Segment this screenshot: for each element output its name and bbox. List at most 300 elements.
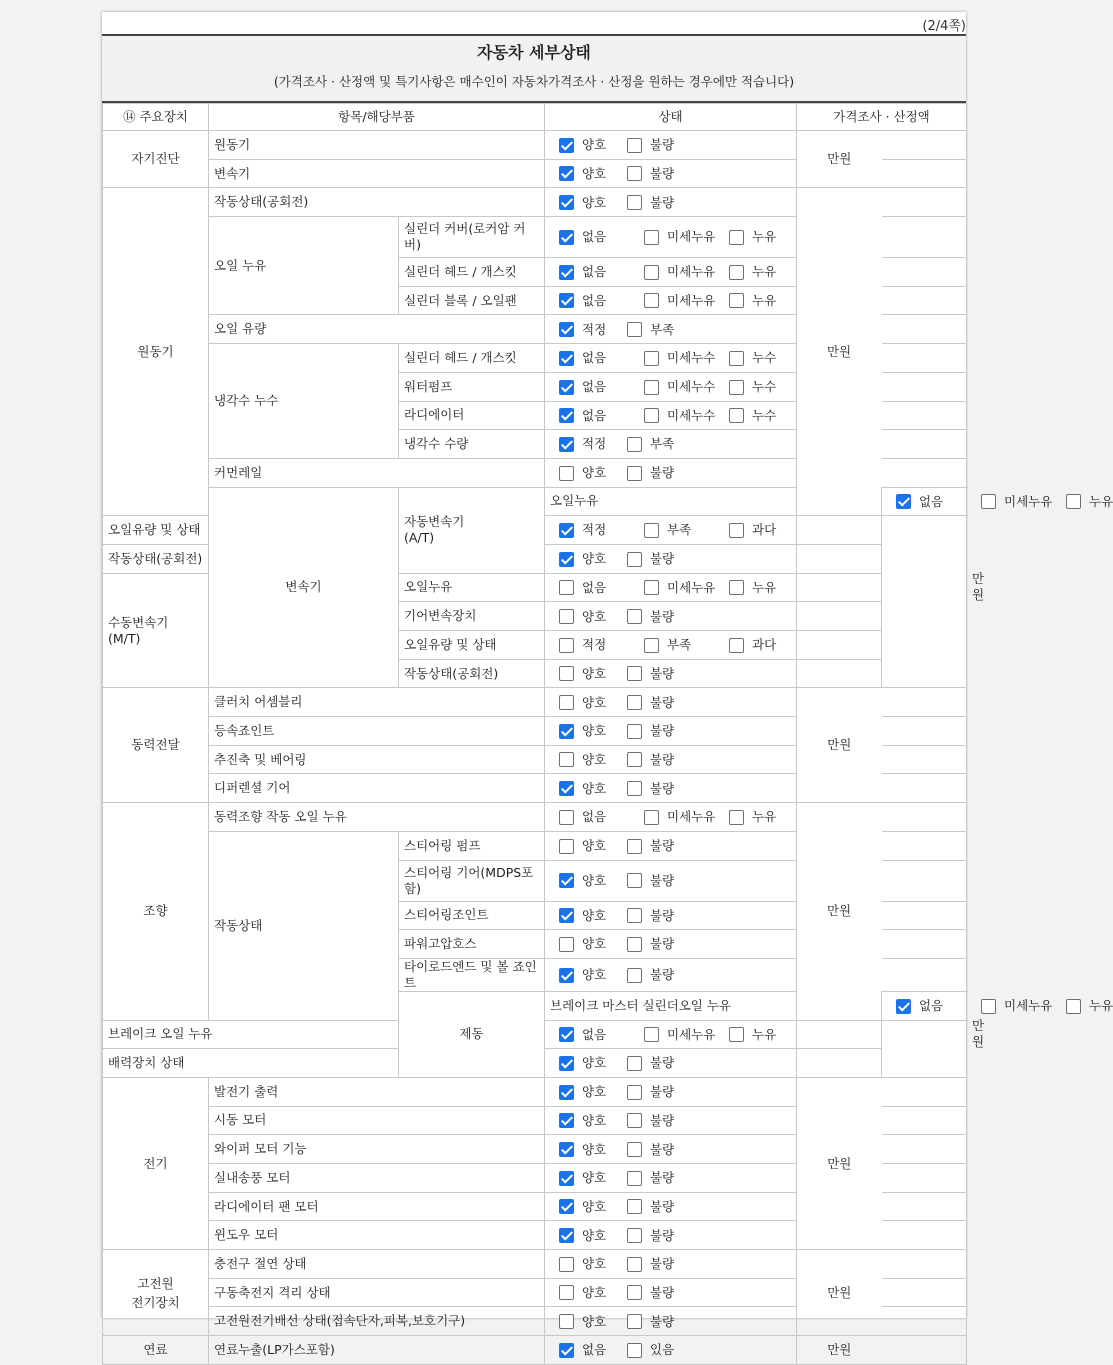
- checkbox-unchecked[interactable]: [729, 408, 744, 423]
- checkbox-checked[interactable]: [559, 908, 574, 923]
- checkbox-unchecked[interactable]: [627, 1199, 642, 1214]
- status-option-label: 미세누수: [667, 407, 716, 423]
- status-option[interactable]: [627, 608, 674, 625]
- checkbox-checked[interactable]: [559, 351, 574, 366]
- status-option-label: 누유: [752, 1026, 777, 1042]
- status-option[interactable]: [559, 1112, 627, 1129]
- status-option[interactable]: [559, 872, 627, 889]
- checkbox-unchecked[interactable]: [627, 666, 642, 681]
- checkbox-unchecked[interactable]: [729, 380, 744, 395]
- status-option[interactable]: [981, 998, 1066, 1015]
- status-option-label: 불량: [650, 751, 675, 767]
- checkbox-unchecked[interactable]: [627, 1056, 642, 1071]
- item-label: 스티어링조인트: [399, 901, 545, 930]
- status-option[interactable]: [729, 264, 776, 281]
- price-input[interactable]: [882, 1221, 967, 1250]
- status-option[interactable]: [559, 321, 627, 338]
- checkbox-unchecked[interactable]: [729, 265, 744, 280]
- price-input[interactable]: [882, 930, 967, 959]
- status-option[interactable]: [729, 407, 776, 424]
- status-option[interactable]: [559, 379, 644, 396]
- status-option[interactable]: [559, 551, 627, 568]
- checkbox-unchecked[interactable]: [627, 968, 642, 983]
- checkbox-unchecked[interactable]: [559, 1314, 574, 1329]
- checkbox-checked[interactable]: [559, 322, 574, 337]
- status-option[interactable]: [559, 264, 644, 281]
- status-option-label: 불량: [650, 723, 675, 739]
- status-option-label: 양호: [582, 838, 607, 854]
- status-option[interactable]: [559, 838, 627, 855]
- status-option[interactable]: [627, 436, 674, 453]
- checkbox-checked[interactable]: [559, 293, 574, 308]
- item-label: 변속기: [209, 159, 545, 188]
- checkbox-unchecked[interactable]: [627, 873, 642, 888]
- price-input[interactable]: [882, 1250, 967, 1279]
- checkbox-unchecked[interactable]: [644, 351, 659, 366]
- status-option[interactable]: [644, 407, 729, 424]
- item-label: 오일누유: [399, 573, 545, 602]
- checkbox-unchecked[interactable]: [729, 523, 744, 538]
- checkbox-unchecked[interactable]: [627, 1228, 642, 1243]
- status-option[interactable]: [627, 551, 674, 568]
- status-cell: [545, 1192, 797, 1221]
- checkbox-unchecked[interactable]: [627, 1285, 642, 1300]
- checkbox-unchecked[interactable]: [627, 937, 642, 952]
- status-option-label: 없음: [582, 407, 607, 423]
- checkbox-unchecked[interactable]: [627, 609, 642, 624]
- checkbox-unchecked[interactable]: [729, 293, 744, 308]
- checkbox-checked[interactable]: [559, 968, 574, 983]
- price-input[interactable]: [797, 573, 882, 602]
- checkbox-unchecked[interactable]: [627, 908, 642, 923]
- checkbox-unchecked[interactable]: [559, 752, 574, 767]
- checkbox-unchecked[interactable]: [729, 810, 744, 825]
- checkbox-unchecked[interactable]: [559, 609, 574, 624]
- status-option[interactable]: [627, 1141, 674, 1158]
- status-option[interactable]: [729, 637, 776, 654]
- status-cell: [545, 803, 797, 832]
- item-label: 원동기: [209, 131, 545, 160]
- checkbox-unchecked[interactable]: [627, 839, 642, 854]
- item-label: 라디에이터: [399, 401, 545, 430]
- checkbox-unchecked[interactable]: [1066, 999, 1081, 1014]
- price-unit: 만원: [797, 188, 882, 516]
- price-input[interactable]: [882, 958, 967, 991]
- item-label: 충전구 절연 상태: [209, 1250, 545, 1279]
- checkbox-checked[interactable]: [896, 494, 911, 509]
- checkbox-checked[interactable]: [559, 1343, 574, 1358]
- status-option[interactable]: [644, 264, 729, 281]
- status-option[interactable]: [627, 1313, 674, 1330]
- category-engine: 원동기: [103, 188, 209, 516]
- item-label: 배력장치 상태: [103, 1049, 399, 1078]
- item-label: 추진축 및 베어링: [209, 745, 545, 774]
- status-option-label: 없음: [582, 1026, 607, 1042]
- status-option[interactable]: [627, 1284, 674, 1301]
- price-input[interactable]: [797, 1020, 882, 1049]
- item-label: 스티어링 기어(MDPS포함): [399, 860, 545, 901]
- status-option[interactable]: [559, 407, 644, 424]
- status-option[interactable]: [729, 522, 776, 539]
- checkbox-checked[interactable]: [896, 999, 911, 1014]
- status-option-label: 양호: [582, 780, 607, 796]
- status-option[interactable]: [559, 1284, 627, 1301]
- status-option[interactable]: [644, 350, 729, 367]
- price-input[interactable]: [882, 901, 967, 930]
- price-input[interactable]: [797, 602, 882, 631]
- status-option-label: 없음: [582, 350, 607, 366]
- checkbox-unchecked[interactable]: [644, 523, 659, 538]
- checkbox-checked[interactable]: [559, 781, 574, 796]
- checkbox-unchecked[interactable]: [627, 1113, 642, 1128]
- price-input[interactable]: [882, 258, 967, 287]
- status-option[interactable]: [896, 493, 981, 510]
- checkbox-unchecked[interactable]: [729, 1027, 744, 1042]
- checkbox-unchecked[interactable]: [627, 552, 642, 567]
- header-item: 항목/해당부품: [209, 104, 545, 131]
- status-option-label: 불량: [650, 907, 675, 923]
- status-option[interactable]: [729, 379, 776, 396]
- status-option[interactable]: [627, 194, 674, 211]
- status-option[interactable]: [559, 137, 627, 154]
- checkbox-unchecked[interactable]: [559, 695, 574, 710]
- checkbox-unchecked[interactable]: [729, 230, 744, 245]
- price-input[interactable]: [882, 188, 967, 217]
- status-option-label: 불량: [650, 1284, 675, 1300]
- price-input[interactable]: [882, 1135, 967, 1164]
- status-option[interactable]: [559, 229, 644, 246]
- price-unit: 만원: [797, 803, 882, 1020]
- checkbox-unchecked[interactable]: [981, 999, 996, 1014]
- status-cell: [545, 458, 797, 487]
- checkbox-checked[interactable]: [559, 724, 574, 739]
- checkbox-unchecked[interactable]: [627, 138, 642, 153]
- status-option[interactable]: [559, 780, 627, 797]
- status-option[interactable]: [559, 608, 627, 625]
- status-cell: [545, 159, 797, 188]
- status-option[interactable]: [559, 436, 627, 453]
- status-option[interactable]: [627, 1227, 674, 1244]
- status-option[interactable]: [644, 292, 729, 309]
- status-cell: [545, 745, 797, 774]
- status-option[interactable]: [559, 1055, 627, 1072]
- status-option-label: 양호: [582, 1313, 607, 1329]
- status-option[interactable]: [559, 936, 627, 953]
- status-option[interactable]: [627, 1084, 674, 1101]
- status-option-label: 누유: [752, 229, 777, 245]
- checkbox-unchecked[interactable]: [627, 1257, 642, 1272]
- checkbox-unchecked[interactable]: [627, 1142, 642, 1157]
- price-input[interactable]: [882, 803, 967, 832]
- price-input[interactable]: [882, 1106, 967, 1135]
- checkbox-checked[interactable]: [559, 552, 574, 567]
- status-option[interactable]: [559, 1198, 627, 1215]
- status-option[interactable]: [559, 637, 644, 654]
- checkbox-unchecked[interactable]: [644, 580, 659, 595]
- checkbox-unchecked[interactable]: [627, 752, 642, 767]
- price-input[interactable]: [882, 372, 967, 401]
- status-option[interactable]: [627, 751, 674, 768]
- status-option[interactable]: [559, 522, 644, 539]
- status-option-label: 양호: [582, 1084, 607, 1100]
- price-input[interactable]: [882, 458, 967, 487]
- status-option[interactable]: [627, 872, 674, 889]
- status-option[interactable]: [559, 1313, 627, 1330]
- status-option[interactable]: [627, 838, 674, 855]
- status-option[interactable]: [644, 579, 729, 596]
- status-option[interactable]: [559, 465, 627, 482]
- status-option[interactable]: [559, 723, 627, 740]
- checkbox-unchecked[interactable]: [559, 580, 574, 595]
- price-input[interactable]: [882, 430, 967, 459]
- inspection-table: [102, 103, 1113, 1365]
- status-cell: [545, 860, 797, 901]
- status-option[interactable]: [559, 1342, 627, 1359]
- status-option[interactable]: [559, 665, 627, 682]
- price-input[interactable]: [797, 516, 882, 545]
- checkbox-unchecked[interactable]: [729, 580, 744, 595]
- price-input[interactable]: [797, 544, 882, 573]
- price-input[interactable]: [882, 774, 967, 803]
- item-label: 기어변속장치: [399, 602, 545, 631]
- price-input[interactable]: [882, 217, 967, 258]
- status-option-label: 누수: [752, 350, 777, 366]
- checkbox-unchecked[interactable]: [644, 293, 659, 308]
- checkbox-unchecked[interactable]: [644, 1027, 659, 1042]
- status-option[interactable]: [559, 1026, 644, 1043]
- checkbox-unchecked[interactable]: [627, 781, 642, 796]
- checkbox-unchecked[interactable]: [1066, 494, 1081, 509]
- checkbox-checked[interactable]: [559, 1085, 574, 1100]
- status-option[interactable]: [559, 579, 644, 596]
- status-option[interactable]: [729, 579, 776, 596]
- status-option[interactable]: [627, 137, 674, 154]
- checkbox-checked[interactable]: [559, 1027, 574, 1042]
- item-label: 구동축전지 격리 상태: [209, 1278, 545, 1307]
- checkbox-unchecked[interactable]: [627, 166, 642, 181]
- status-option[interactable]: [559, 1084, 627, 1101]
- checkbox-checked[interactable]: [559, 873, 574, 888]
- status-option-label: 미세누유: [667, 809, 716, 825]
- status-option[interactable]: [559, 967, 627, 984]
- checkbox-unchecked[interactable]: [627, 466, 642, 481]
- status-option-label: 과다: [752, 637, 777, 653]
- item-label: 실린더 헤드 / 개스킷: [399, 344, 545, 373]
- checkbox-unchecked[interactable]: [644, 810, 659, 825]
- checkbox-unchecked[interactable]: [644, 380, 659, 395]
- status-option-label: 누유: [752, 809, 777, 825]
- checkbox-checked[interactable]: [559, 1142, 574, 1157]
- checkbox-checked[interactable]: [559, 138, 574, 153]
- status-option-label: 불량: [650, 194, 675, 210]
- status-option[interactable]: [559, 907, 627, 924]
- checkbox-checked[interactable]: [559, 1171, 574, 1186]
- checkbox-unchecked[interactable]: [627, 1085, 642, 1100]
- checkbox-unchecked[interactable]: [627, 1343, 642, 1358]
- checkbox-checked[interactable]: [559, 166, 574, 181]
- status-option[interactable]: [729, 1026, 776, 1043]
- status-option[interactable]: [627, 465, 674, 482]
- status-option[interactable]: [644, 522, 729, 539]
- price-input[interactable]: [882, 1307, 967, 1336]
- checkbox-checked[interactable]: [559, 1199, 574, 1214]
- status-option[interactable]: [627, 907, 674, 924]
- price-input[interactable]: [797, 1049, 882, 1078]
- status-option[interactable]: [627, 1256, 674, 1273]
- price-input[interactable]: [882, 344, 967, 373]
- price-input[interactable]: [797, 659, 882, 688]
- table-row: [103, 131, 967, 160]
- price-unit: 만원: [797, 131, 882, 188]
- checkbox-unchecked[interactable]: [644, 638, 659, 653]
- price-input[interactable]: [882, 860, 967, 901]
- status-option[interactable]: [559, 694, 627, 711]
- checkbox-unchecked[interactable]: [627, 437, 642, 452]
- checkbox-unchecked[interactable]: [627, 1314, 642, 1329]
- table-row: [103, 688, 967, 717]
- status-option[interactable]: [1066, 493, 1113, 510]
- status-cell: [545, 286, 797, 315]
- status-option[interactable]: [627, 1055, 674, 1072]
- price-input[interactable]: [882, 717, 967, 746]
- header-price: 가격조사 · 산정액: [797, 104, 967, 131]
- status-cell: [545, 258, 797, 287]
- status-cell: [545, 131, 797, 160]
- status-option[interactable]: [559, 1256, 627, 1273]
- status-option[interactable]: [644, 229, 729, 246]
- price-input[interactable]: [882, 315, 967, 344]
- checkbox-unchecked[interactable]: [644, 408, 659, 423]
- status-option[interactable]: [729, 350, 776, 367]
- price-input[interactable]: [882, 1192, 967, 1221]
- checkbox-checked[interactable]: [559, 523, 574, 538]
- price-input[interactable]: [882, 159, 967, 188]
- checkbox-unchecked[interactable]: [627, 1171, 642, 1186]
- status-option-label: 미세누유: [1004, 998, 1053, 1014]
- status-cell: [545, 1221, 797, 1250]
- checkbox-unchecked[interactable]: [644, 230, 659, 245]
- price-input[interactable]: [797, 631, 882, 660]
- status-option[interactable]: [559, 1227, 627, 1244]
- page-number: (2/4쪽): [922, 19, 966, 34]
- status-cell: [545, 1336, 797, 1365]
- status-option[interactable]: [559, 292, 644, 309]
- status-option[interactable]: [627, 780, 674, 797]
- checkbox-checked[interactable]: [559, 1228, 574, 1243]
- price-input[interactable]: [882, 688, 967, 717]
- checkbox-unchecked[interactable]: [981, 494, 996, 509]
- status-option[interactable]: [559, 809, 644, 826]
- checkbox-unchecked[interactable]: [729, 351, 744, 366]
- status-option-label: 없음: [582, 264, 607, 280]
- status-option[interactable]: [627, 723, 674, 740]
- status-option-label: 적정: [582, 321, 607, 337]
- status-option[interactable]: [627, 1198, 674, 1215]
- status-option[interactable]: [729, 229, 776, 246]
- status-option-label: 없음: [582, 229, 607, 245]
- checkbox-unchecked[interactable]: [627, 195, 642, 210]
- checkbox-unchecked[interactable]: [559, 638, 574, 653]
- price-input[interactable]: [882, 1336, 967, 1365]
- checkbox-unchecked[interactable]: [627, 724, 642, 739]
- status-option-label: 부족: [650, 321, 675, 337]
- status-option[interactable]: [644, 379, 729, 396]
- checkbox-checked[interactable]: [559, 230, 574, 245]
- status-option-label: 양호: [582, 608, 607, 624]
- checkbox-checked[interactable]: [559, 437, 574, 452]
- price-input[interactable]: [882, 1164, 967, 1193]
- status-option[interactable]: [559, 165, 627, 182]
- checkbox-checked[interactable]: [559, 380, 574, 395]
- item-label: 오일누유: [545, 487, 797, 516]
- status-option[interactable]: [729, 809, 776, 826]
- checkbox-checked[interactable]: [559, 408, 574, 423]
- status-option[interactable]: [644, 1026, 729, 1043]
- status-cell: [545, 831, 797, 860]
- status-option-label: 불량: [650, 1141, 675, 1157]
- checkbox-unchecked[interactable]: [559, 1285, 574, 1300]
- status-option[interactable]: [559, 751, 627, 768]
- price-input[interactable]: [882, 831, 967, 860]
- price-input[interactable]: [882, 286, 967, 315]
- status-option[interactable]: [559, 1170, 627, 1187]
- status-option[interactable]: [559, 1141, 627, 1158]
- status-option[interactable]: [559, 194, 627, 211]
- checkbox-unchecked[interactable]: [627, 695, 642, 710]
- table-row: [103, 188, 967, 217]
- status-option[interactable]: [627, 1112, 674, 1129]
- checkbox-unchecked[interactable]: [559, 666, 574, 681]
- status-option-label: 불량: [650, 1198, 675, 1214]
- item-label: 브레이크 오일 누유: [103, 1020, 399, 1049]
- status-option[interactable]: [1066, 998, 1113, 1015]
- status-option[interactable]: [627, 967, 674, 984]
- status-option[interactable]: [644, 637, 729, 654]
- status-option[interactable]: [981, 493, 1066, 510]
- status-option[interactable]: [896, 998, 981, 1015]
- checkbox-unchecked[interactable]: [729, 638, 744, 653]
- checkbox-checked[interactable]: [559, 1056, 574, 1071]
- status-option[interactable]: [627, 694, 674, 711]
- status-option[interactable]: [627, 1342, 674, 1359]
- price-input[interactable]: [882, 1278, 967, 1307]
- status-option[interactable]: [627, 321, 674, 338]
- price-input[interactable]: [882, 401, 967, 430]
- checkbox-checked[interactable]: [559, 1113, 574, 1128]
- price-input[interactable]: [882, 131, 967, 160]
- status-option[interactable]: [729, 292, 776, 309]
- title-box: [102, 34, 966, 103]
- checkbox-unchecked[interactable]: [559, 466, 574, 481]
- checkbox-checked[interactable]: [559, 195, 574, 210]
- checkbox-unchecked[interactable]: [559, 839, 574, 854]
- checkbox-checked[interactable]: [559, 265, 574, 280]
- status-cell: [545, 602, 797, 631]
- checkbox-unchecked[interactable]: [644, 265, 659, 280]
- status-option[interactable]: [627, 936, 674, 953]
- status-option[interactable]: [627, 165, 674, 182]
- price-input[interactable]: [882, 745, 967, 774]
- status-option[interactable]: [644, 809, 729, 826]
- checkbox-unchecked[interactable]: [627, 322, 642, 337]
- status-option[interactable]: [559, 350, 644, 367]
- status-option[interactable]: [627, 665, 674, 682]
- checkbox-unchecked[interactable]: [559, 810, 574, 825]
- checkbox-unchecked[interactable]: [559, 937, 574, 952]
- checkbox-unchecked[interactable]: [559, 1257, 574, 1272]
- price-input[interactable]: [882, 1077, 967, 1106]
- status-option[interactable]: [627, 1170, 674, 1187]
